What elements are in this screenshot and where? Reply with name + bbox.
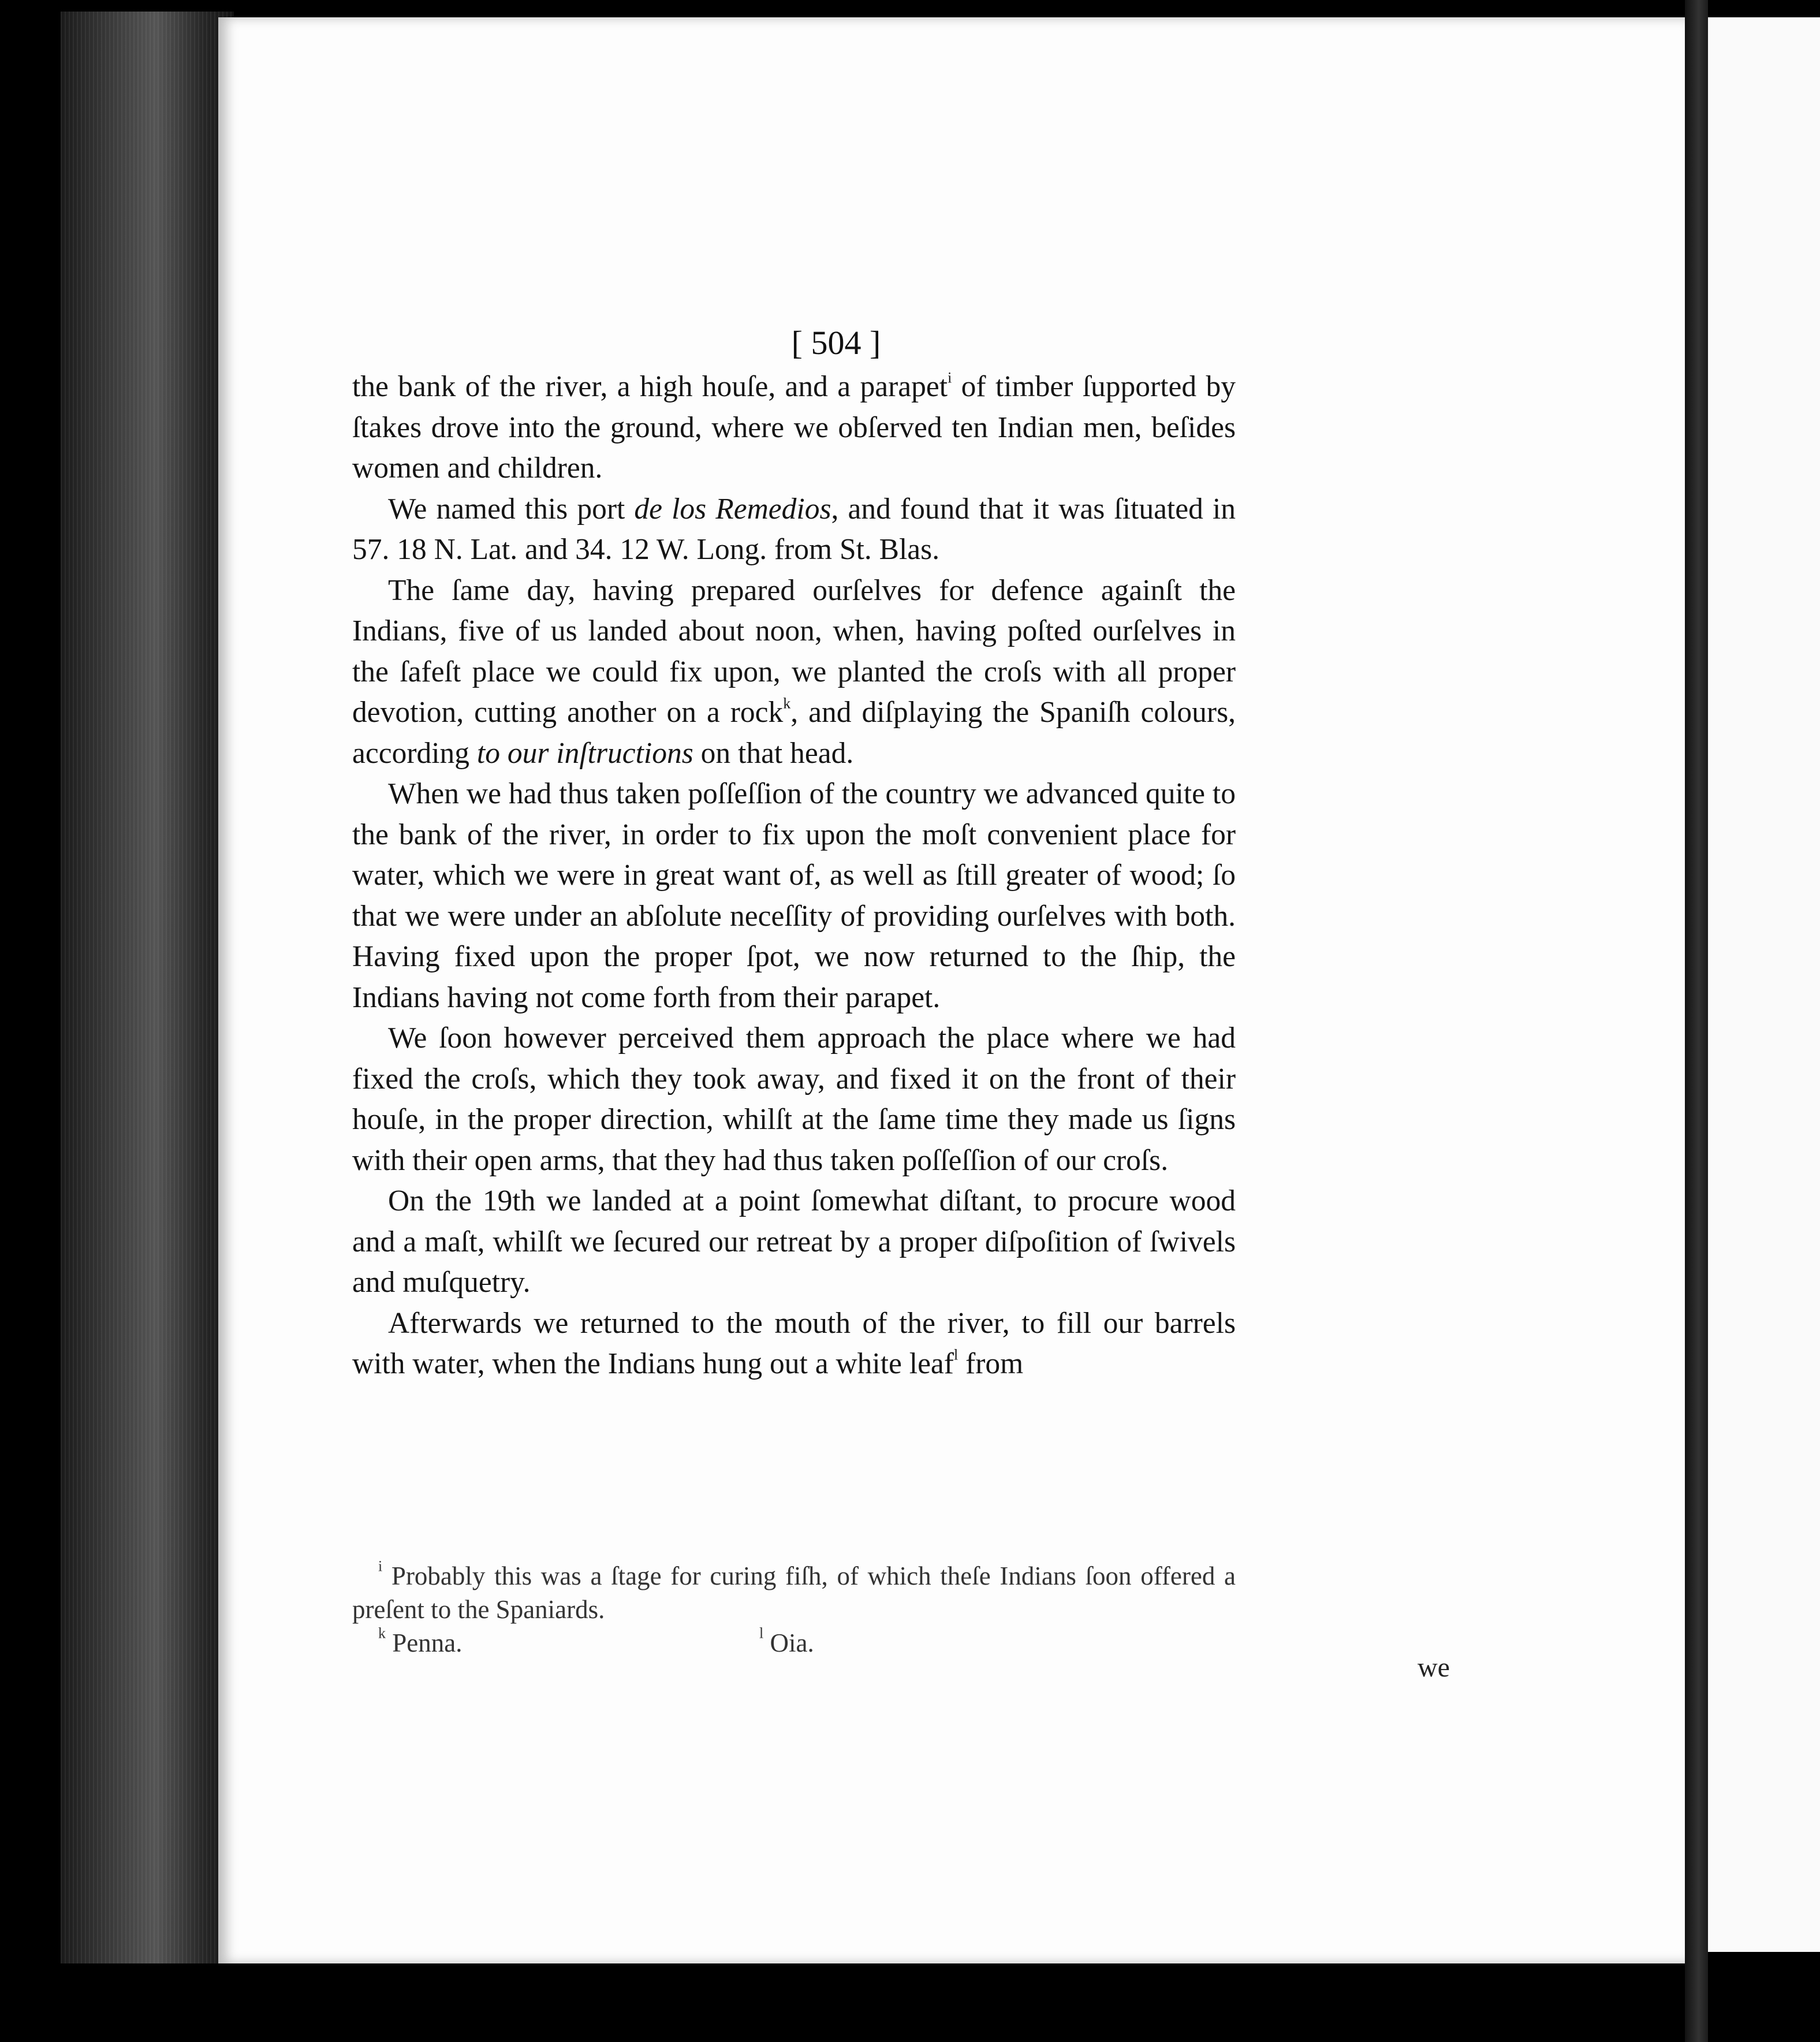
paragraph <box>352 571 1236 774</box>
text-run: When we had thus taken poſſeſſion of the country we advanced quite to the bank of the river, in order to fix upon the moſt convenient place for water, which we were in great want of, as well as ſtill greater of wood; ſo that we were under an abſolute neceſſity of providing ourſelves with both. Having fixed upon the proper ſpot, we now returned to the ſhip, the Indians having not come forth from their parapet. <box>352 777 1236 1014</box>
footnote-text: Penna. <box>386 1629 463 1657</box>
paragraph <box>352 489 1236 571</box>
text-run: Afterwards we returned to the mouth of the river, to fill our barrels with water, when the Indians hung out a white leaf <box>352 1306 1236 1380</box>
footnote-row <box>352 1626 1236 1660</box>
book-fore-edge <box>61 12 234 1963</box>
text-run: We named this port <box>388 492 635 526</box>
footnote-reference: l <box>953 1346 959 1363</box>
paragraph <box>352 1018 1236 1181</box>
text-run: of timber ſupported by ſtakes drove into the ground, where we obſerved ten Indian men, beſides women and children. <box>352 370 1236 485</box>
catchword: we <box>1418 1652 1450 1683</box>
footnote <box>352 1559 1236 1626</box>
text-run: , and found that it was ſituated in 57. 18 N. Lat. and 34. 12 W. Long. from St. Blas. <box>352 492 1236 566</box>
footnote <box>759 1626 1140 1660</box>
footnote-reference: i <box>948 369 952 386</box>
text-run: , and diſplaying the Spaniſh colours, according <box>352 696 1236 770</box>
body-text <box>352 367 1236 1385</box>
italic-text: to our inſtructions <box>476 736 693 770</box>
text-run: on that head. <box>693 736 854 770</box>
footnote <box>378 1626 759 1660</box>
footnote-text: Probably this was a ſtage for curing fiſh, of which theſe Indians ſoon offered a preſent to the Spaniards. <box>352 1562 1236 1624</box>
paragraph <box>352 1181 1236 1303</box>
text-run: On the 19th we landed at a point ſomewhat diſtant, to procure wood and a maſt, whilſt we ſecured our retreat by a proper diſpoſition of ſwivels and muſquetry. <box>352 1184 1236 1299</box>
text-run: The ſame day, having prepared ourſelves for defence againſt the Indians, five of us landed about noon, when, having poſted ourſelves in the ſafeſt place we could fix upon, we planted the croſs with all proper devotion, cutting another on a rock <box>352 573 1236 729</box>
paragraph <box>352 367 1236 489</box>
page-number: [ 504 ] <box>791 324 881 362</box>
footnotes <box>352 1559 1236 1660</box>
footnote-marker: l <box>759 1624 764 1642</box>
text-run: from <box>958 1347 1024 1380</box>
text-run: We ſoon however perceived them approach the place where we had fixed the croſs, which they took away, and fixed it on the front of their houſe, in the proper direction, whilſt at the ſame time they made us ſigns with their open arms, that they had thus taken poſſeſſion of our croſs. <box>352 1022 1236 1177</box>
footnote-marker: k <box>378 1624 386 1642</box>
text-run: the bank of the river, a high houſe, and a parapet <box>352 370 948 403</box>
footnote-text: Oia. <box>763 1629 814 1657</box>
paragraph <box>352 774 1236 1018</box>
book-gutter <box>1685 0 1708 2042</box>
italic-text: de los Remedios <box>634 492 831 526</box>
footnote-marker: i <box>378 1557 383 1575</box>
footnote-reference: k <box>783 695 791 712</box>
paragraph <box>352 1303 1236 1385</box>
facing-page-edge <box>1708 17 1820 1952</box>
